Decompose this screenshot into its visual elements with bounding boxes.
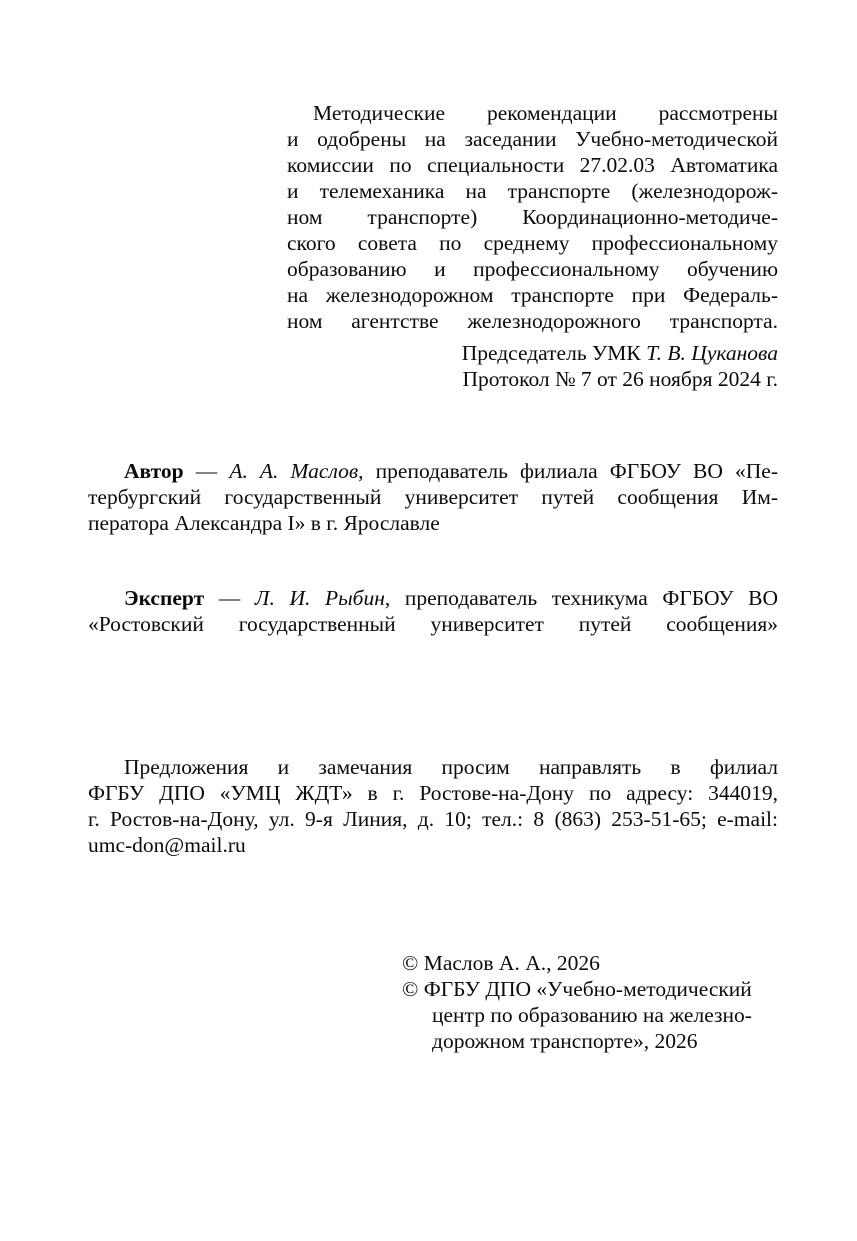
contact-paragraph <box>88 754 778 858</box>
contact-line: г. Ростов-на-Дону, ул. 9-я Линия, д. 10; тел.: 8 (863) 253-51-65; e-mail: <box>88 807 778 831</box>
author-dash: — <box>183 459 230 483</box>
copyright-line: © ФГБУ ДПО «Учебно-методический <box>402 977 752 1001</box>
approval-line: на железнодорожном транспорте при Федераль- <box>287 283 778 307</box>
copyright-line: © Маслов А. А., 2026 <box>402 951 600 975</box>
author-name: А. А. Маслов <box>229 459 359 483</box>
chair-role-text: Председатель УМК <box>461 341 647 365</box>
author-line: тербургский государственный университет путей сообщения Им- <box>88 485 778 509</box>
chair-name: Т. В. Цуканова <box>646 341 778 365</box>
expert-dash: — <box>204 586 255 610</box>
expert-line-rest: , преподаватель техникума ФГБОУ ВО <box>384 586 779 610</box>
contact-line: Предложения и замечания просим направлять в филиал <box>124 755 778 779</box>
author-paragraph <box>88 458 778 536</box>
expert-paragraph <box>88 585 778 637</box>
expert-line: «Ростовский государственный университет путей сообщения» <box>88 612 778 636</box>
copyright-line: центр по образованию на железно- <box>432 1003 752 1027</box>
approval-paragraph <box>287 100 778 392</box>
approval-line: ном транспорте) Координационно-методиче- <box>287 205 778 229</box>
approval-line: и телемеханика на транспорте (железнодорож- <box>287 179 778 203</box>
copyright-line: дорожном транспорте», 2026 <box>432 1029 698 1053</box>
approval-line: ном агентстве железнодорожного транспорта. <box>287 309 778 333</box>
approval-line: Методические рекомендации рассмотрены <box>313 101 778 125</box>
author-line <box>88 458 778 484</box>
protocol-line: Протокол № 7 от 26 ноября 2024 г. <box>462 367 778 391</box>
approval-line: ского совета по среднему профессиональному <box>287 231 778 255</box>
copyright-block <box>402 950 782 1054</box>
author-line: ператора Александра I» в г. Ярославле <box>88 511 440 535</box>
expert-label: Эксперт <box>124 586 205 610</box>
contact-line: ФГБУ ДПО «УМЦ ЖДТ» в г. Ростове-на-Дону по адресу: 344019, <box>88 781 778 805</box>
approval-line: и одобрены на заседании Учебно-методической <box>287 127 778 151</box>
approval-line: комиссии по специальности 27.02.03 Автоматика <box>287 153 778 177</box>
expert-line <box>88 585 778 611</box>
expert-name: Л. И. Рыбин <box>254 586 385 610</box>
author-line-rest: , преподаватель филиала ФГБОУ ВО «Пе- <box>358 459 779 483</box>
author-label: Автор <box>124 459 184 483</box>
contact-email-text: umc-don@mail.ru <box>88 833 246 857</box>
approval-line: образованию и профессиональному обучению <box>287 257 778 281</box>
chair-signature-line <box>287 340 778 366</box>
